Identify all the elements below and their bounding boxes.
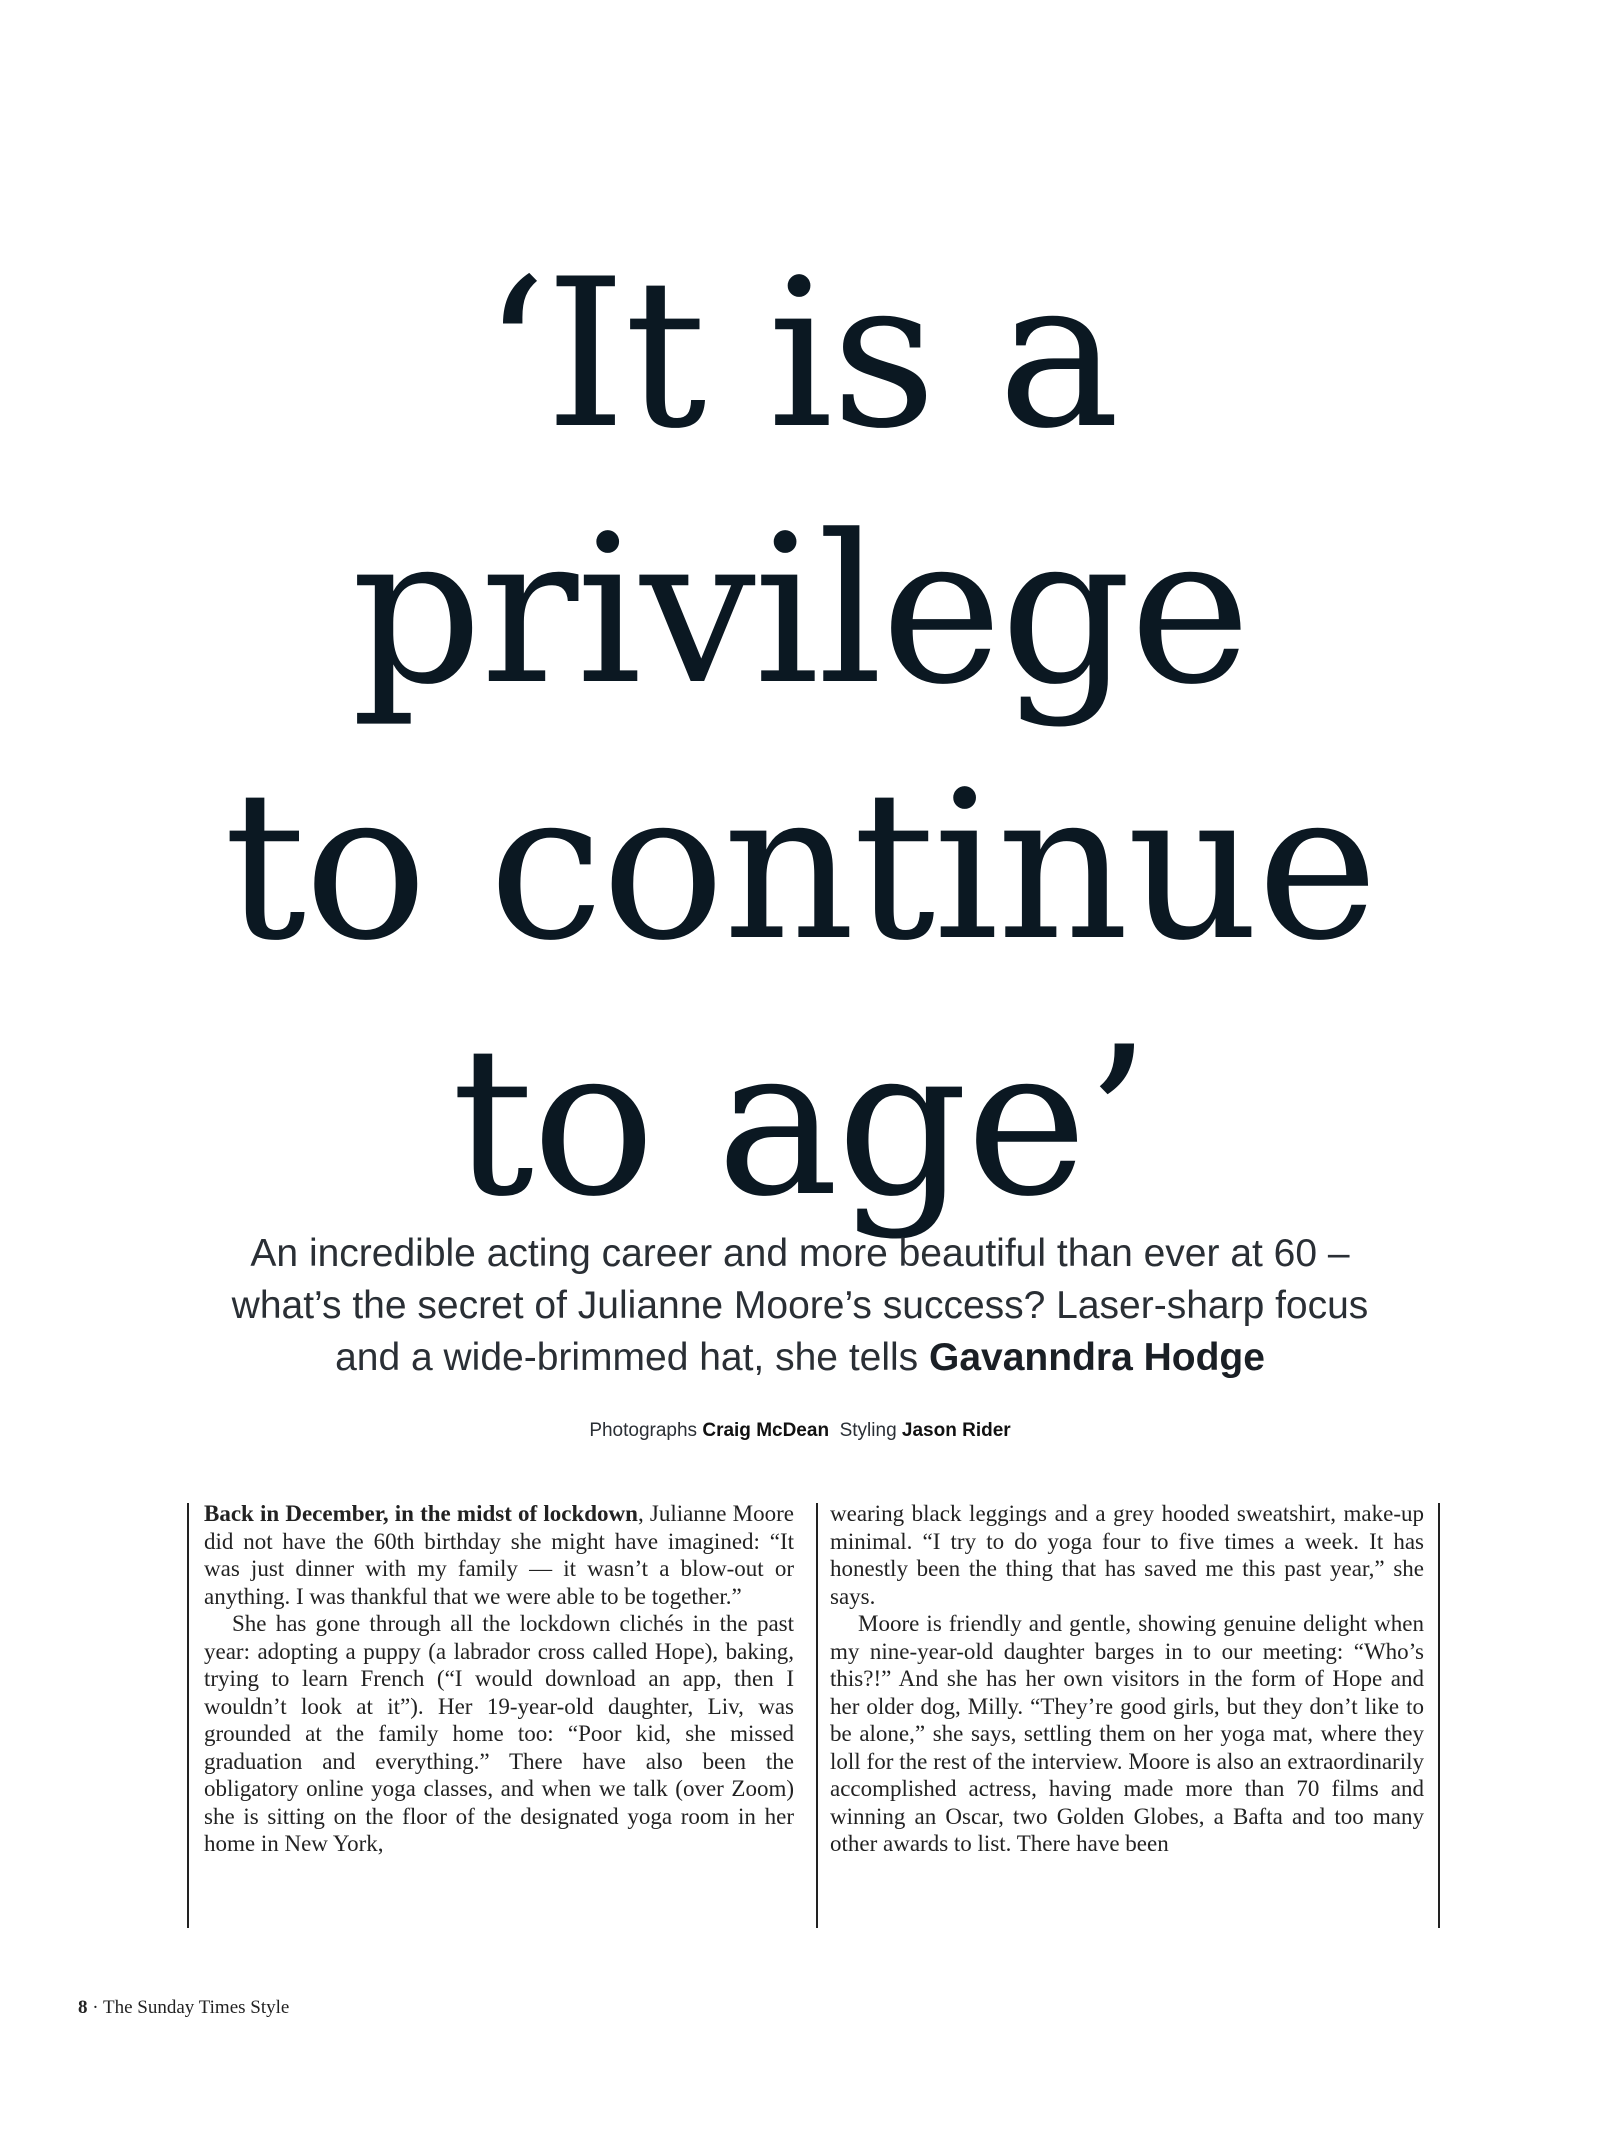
photo-credits [0,1420,1600,1442]
headline-line-1: ‘It is a [482,236,1118,474]
styling-label: Styling [839,1420,897,1441]
paragraph: She has gone through all the lockdown clichés in the past year: adopting a puppy (a labrador cross called Hope), baking, trying to learn French (“I would download an app, then I wouldn’t look at it”). Her 19-year-old daughter, Liv, was grounded at the family home too: “Poor kid, she missed graduation and everything.” There have also been the obligatory online yoga classes, and when we talk (over Zoom) she is sitting on the floor of the designated yoga room in her home in New York, [204,1611,794,1856]
lead-in: Back in December, in the midst of lockdown [204,1501,638,1526]
headline-line-2: privilege [351,492,1249,730]
paragraph: Moore is friendly and gentle, showing genuine delight when my nine-year-old daughter barges in to our meeting: “Who’s this?!” And she has her own visitors in the form of Hope and her older dog, Milly. “They’re good girls, but they don’t like to be alone,” she says, settling them on her yoga mat, where they loll for the rest of the interview. Moore is also an extraordinarily accomplished actress, having made more than 70 films and winning an Oscar, two Golden Globes, a Bafta and too many other awards to list. There have been [830,1611,1424,1856]
headline-line-3: to continue [223,748,1377,986]
folio [78,1997,289,2019]
page-number: 8 [78,1997,88,2018]
publication-name: The Sunday Times Style [103,1997,290,2018]
paragraph [204,1500,794,1610]
column-1 [204,1500,794,1858]
folio-separator: · [92,1997,99,2018]
standfirst [200,1228,1400,1384]
column-rule-right [1438,1503,1440,1928]
photographs-label: Photographs [589,1420,698,1441]
article-body [188,1500,1438,1925]
standfirst-text: An incredible acting career and more beautiful than ever at 60 – what’s the secret of Julianne Moore’s success? Laser-sharp focus and a wide-brimmed hat, she tells [231,1232,1369,1379]
paragraph-text: , Julianne Moore did not have the 60th birthday she might have imagined: “It was just dinner with my family — it wasn’t a blow-out or anything. I was thankful that we were able to be together.” [204,1501,794,1609]
headline-line-4: to age’ [451,1004,1149,1242]
paragraph: wearing black leggings and a grey hooded sweatshirt, make-up minimal. “I try to do yoga four to five times a week. It has honestly been the thing that has saved me this past year,” she says. [830,1501,1424,1609]
author-name: Gavanndra Hodge [929,1336,1265,1379]
stylist-name: Jason Rider [901,1420,1011,1441]
column-2 [830,1500,1424,1858]
photographer-name: Craig McDean [702,1420,830,1441]
